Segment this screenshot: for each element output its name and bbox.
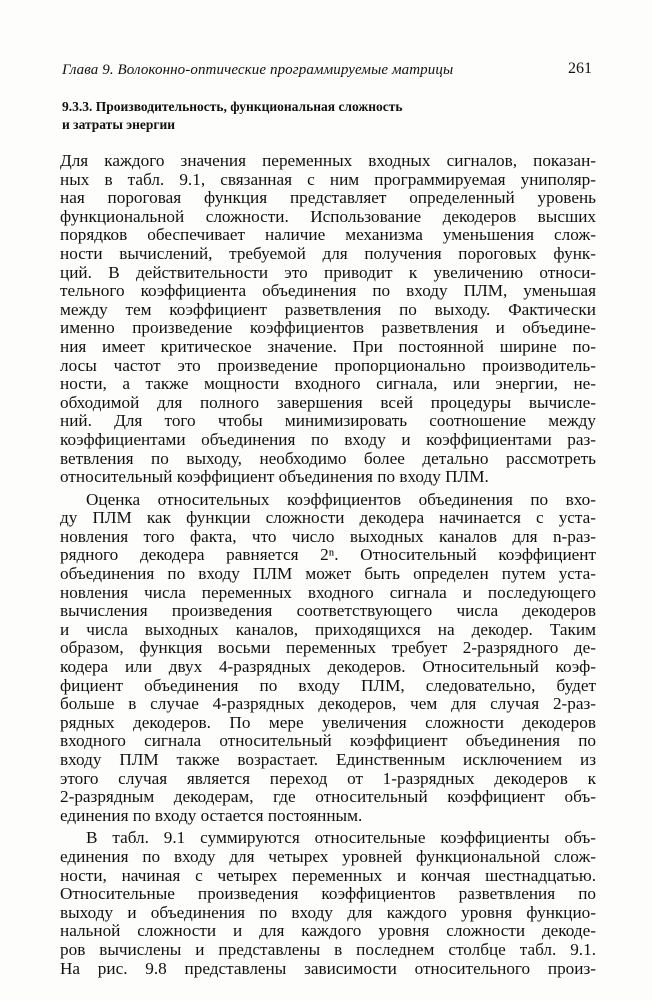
text-line: Относительные произведения коэффициентов разветвления по (60, 884, 596, 904)
text-line: нальной сложности и для каждого уровня сложности декоде- (60, 921, 596, 941)
text-line: фициент объединения по входу ПЛМ, следовательно, будет (60, 675, 596, 695)
text-line: единения по входу для четырех уровней функциональной слож- (60, 846, 596, 866)
text-line: функциональной сложности. Использование декодеров высших (60, 206, 596, 226)
text-line: ности вычислений, требуемой для получения пороговых функ- (60, 243, 596, 263)
text-line: новления числа переменных входного сигнала и последующего (60, 582, 596, 602)
text-line: входу ПЛМ также возрастает. Единственным исключением из (60, 750, 596, 769)
paragraph (60, 491, 596, 826)
text-line: этого случая является переход от 1-разрядных декодеров к (60, 768, 596, 788)
text-line: единения по входу остается постоянным. (60, 805, 363, 825)
text-line: коэффициентами объединения по входу и коэффициентами раз- (60, 429, 596, 449)
text-line: выходу и объединения по входу для каждого уровня функцио- (60, 902, 596, 922)
text-line: ности, а также мощности входного сигнала, или энергии, не- (60, 374, 596, 394)
text-line: ций. В действительности это приводит к увеличению относи- (60, 262, 596, 282)
section-title-line: 9.3.3. Производительность, функциональная сложность (62, 99, 403, 114)
text-line: новления того факта, что число выходных каналов для n-раз- (60, 526, 596, 546)
text-line: кодера или двух 4-разрядных декодеров. Относительный коэф- (60, 657, 596, 677)
text-line: вычисления произведения соответствующего числа декодеров (60, 601, 596, 621)
text-line: больше в случае 4-разрядных декодеров, чем для случая 2-раз- (60, 694, 596, 714)
text-line: обходимой для полного завершения всей процедуры вычисле- (60, 392, 596, 412)
text-line: ду ПЛМ как функции сложности декодера начинается с уста- (60, 508, 596, 528)
running-head (62, 62, 592, 84)
page-number: 261 (568, 60, 592, 77)
body-text (60, 152, 596, 978)
text-line: ния имеет критическое значение. При постоянной ширине по- (60, 336, 596, 356)
section-title-line: и затраты энергии (62, 117, 176, 132)
text-line: входного сигнала относительный коэффициент объединения по (60, 731, 596, 751)
text-line: На рис. 9.8 представлены зависимости относительного произ- (60, 958, 596, 978)
text-line: ний. Для того чтобы минимизировать соотношение между (60, 411, 596, 431)
text-line: рядных декодеров. По мере увеличения сложности декодеров (60, 712, 596, 732)
text-line: Оценка относительных коэффициентов объединения по вхо- (86, 489, 596, 509)
text-line: относительный коэффициент объединения по входу ПЛМ. (60, 467, 489, 487)
text-line: Для каждого значения переменных входных сигналов, показан- (60, 151, 596, 170)
text-line: объединения по входу ПЛМ может быть определен путем уста- (60, 564, 596, 584)
text-line: лосы частот это произведение пропорционально производитель- (60, 355, 596, 375)
running-title: Глава 9. Волоконно-оптические программируемые матрицы (62, 62, 454, 78)
section-heading (62, 98, 592, 134)
text-line: между тем коэффициент разветвления по выходу. Фактически (60, 299, 596, 319)
text-line: образом, функция восьми переменных требует 2-разрядного де- (60, 638, 596, 658)
text-line: 2-разрядным декодерам, где относительный коэффициент объ- (60, 787, 596, 807)
text-line: ных в табл. 9.1, связанная с ним программируемая униполяр- (60, 169, 596, 189)
text-line: ветвления по выходу, необходимо более детально рассмотреть (60, 448, 596, 468)
paragraph (60, 829, 596, 978)
text-line: и числа выходных каналов, приходящихся на декодер. Таким (60, 619, 596, 639)
text-line: порядков обеспечивает наличие механизма уменьшения слож- (60, 225, 596, 245)
text-line: В табл. 9.1 суммируются относительные коэффициенты объ- (86, 828, 596, 848)
text-line: именно произведение коэффициентов разветвления и объедине- (60, 318, 596, 338)
text-line: ности, начиная с четырех переменных и кончая шестнадцатью. (60, 865, 596, 885)
text-line: ная пороговая функция представляет определенный уровень (60, 188, 596, 208)
text-line: ров вычислены и представлены в последнем столбце табл. 9.1. (60, 939, 596, 959)
text-line: тельного коэффициента объединения по входу ПЛМ, уменьшая (60, 281, 596, 301)
paragraph (60, 152, 596, 487)
text-line: рядного декодера равняется 2ⁿ. Относительный коэффициент (60, 545, 596, 565)
